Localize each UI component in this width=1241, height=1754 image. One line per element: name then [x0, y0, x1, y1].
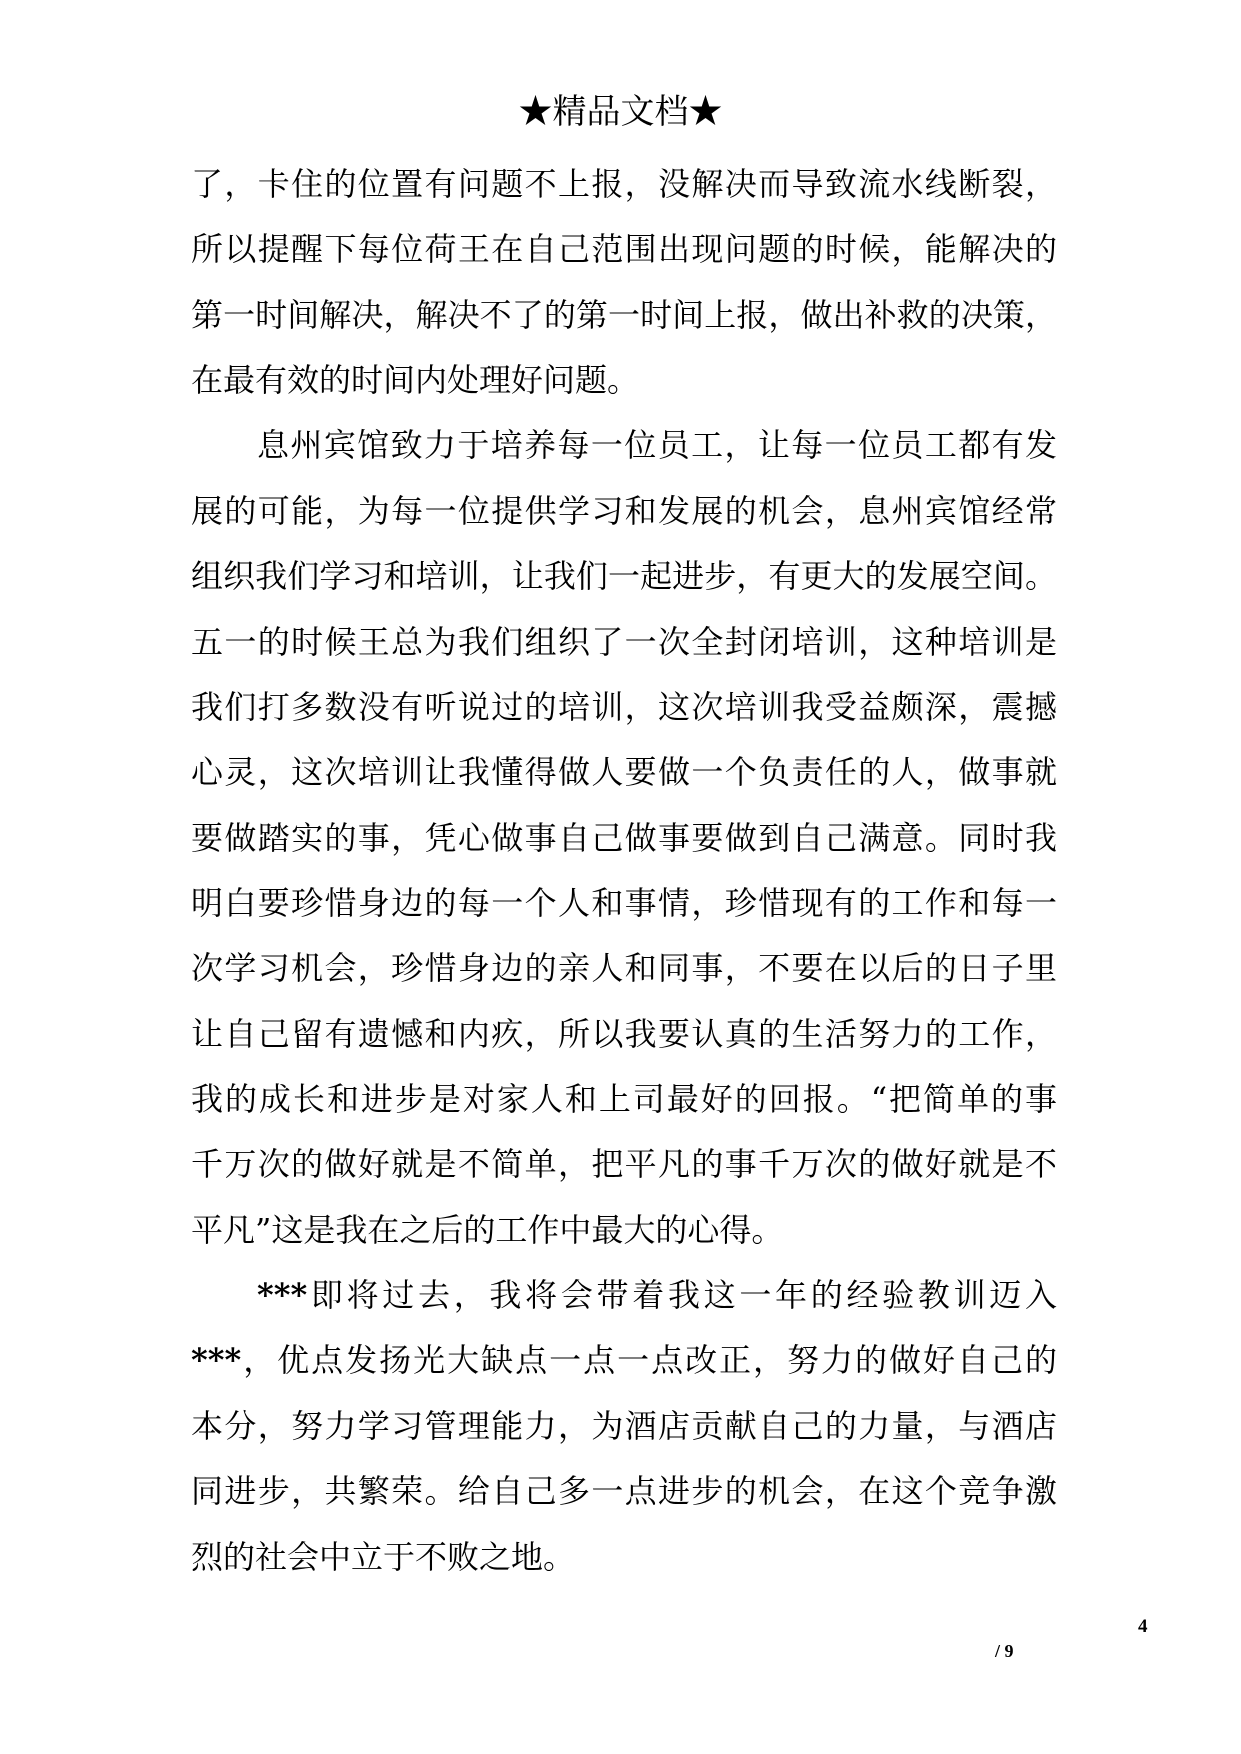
- text-line: 在最有效的时间内处理好问题。: [191, 361, 640, 400]
- text-line: 要做踏实的事，凭心做事自己做事要做到自己满意。同时我: [191, 818, 1057, 857]
- paragraph: [191, 1263, 1057, 1590]
- text-line: 让自己留有遗憾和内疚，所以我要认真的生活努力的工作，: [191, 1014, 1057, 1053]
- text-line: [191, 1263, 1057, 1328]
- paragraph: [191, 152, 1057, 413]
- text-line: 所以提醒下每位荷王在自己范围出现问题的时候，能解决的: [191, 230, 1057, 269]
- text-line: 第一时间解决，解决不了的第一时间上报，做出补救的决策，: [191, 295, 1057, 334]
- text-line: 烈的社会中立于不败之地。: [191, 1537, 576, 1576]
- text-line: 千万次的做好就是不简单，把平凡的事千万次的做好就是不: [191, 1145, 1057, 1184]
- paragraph: [191, 413, 1057, 1263]
- text-line: 心灵，这次培训让我懂得做人要做一个负责任的人，做事就: [191, 753, 1057, 792]
- page-number: 4: [1138, 1616, 1148, 1637]
- text-line: 展的可能，为每一位提供学习和发展的机会，息州宾馆经常: [191, 491, 1057, 530]
- text-line: 息州宾馆致力于培养每一位员工，让每一位员工都有发: [257, 426, 1057, 465]
- text-line: 组织我们学习和培训，让我们一起进步，有更大的发展空间。: [191, 557, 1057, 596]
- text-line: 次学习机会，珍惜身边的亲人和同事，不要在以后的日子里: [191, 949, 1057, 988]
- page-total: / 9: [995, 1641, 1014, 1661]
- emphasis-text: ***: [257, 1276, 308, 1315]
- text-line: 了，卡住的位置有问题不上报，没解决而导致流水线断裂，: [191, 165, 1057, 203]
- text-line: 五一的时候王总为我们组织了一次全封闭培训，这种培训是: [191, 622, 1057, 661]
- document-body: [191, 152, 1057, 1590]
- page-header-title: ★精品文档★: [518, 92, 723, 132]
- text-line: 我的成长和进步是对家人和上司最好的回报。“把简单的事: [191, 1080, 1057, 1119]
- text-line: 本分，努力学习管理能力，为酒店贡献自己的力量，与酒店: [191, 1406, 1057, 1445]
- emphasis-text: ***: [191, 1341, 242, 1380]
- text-line: 我们打多数没有听说过的培训，这次培训我受益颇深，震撼: [191, 687, 1057, 726]
- line-text: 即将过去，我将会带着我这一年的经验教训迈入: [307, 1276, 1057, 1315]
- text-line: 明白要珍惜身边的每一个人和事情，珍惜现有的工作和每一: [191, 883, 1057, 922]
- text-line: 同进步，共繁荣。给自己多一点进步的机会，在这个竞争激: [191, 1472, 1057, 1511]
- text-line: [191, 1328, 1057, 1393]
- line-text: ，优点发扬光大缺点一点一点改正，努力的做好自己的: [241, 1341, 1057, 1380]
- text-line: 平凡”这是我在之后的工作中最大的心得。: [191, 1210, 784, 1249]
